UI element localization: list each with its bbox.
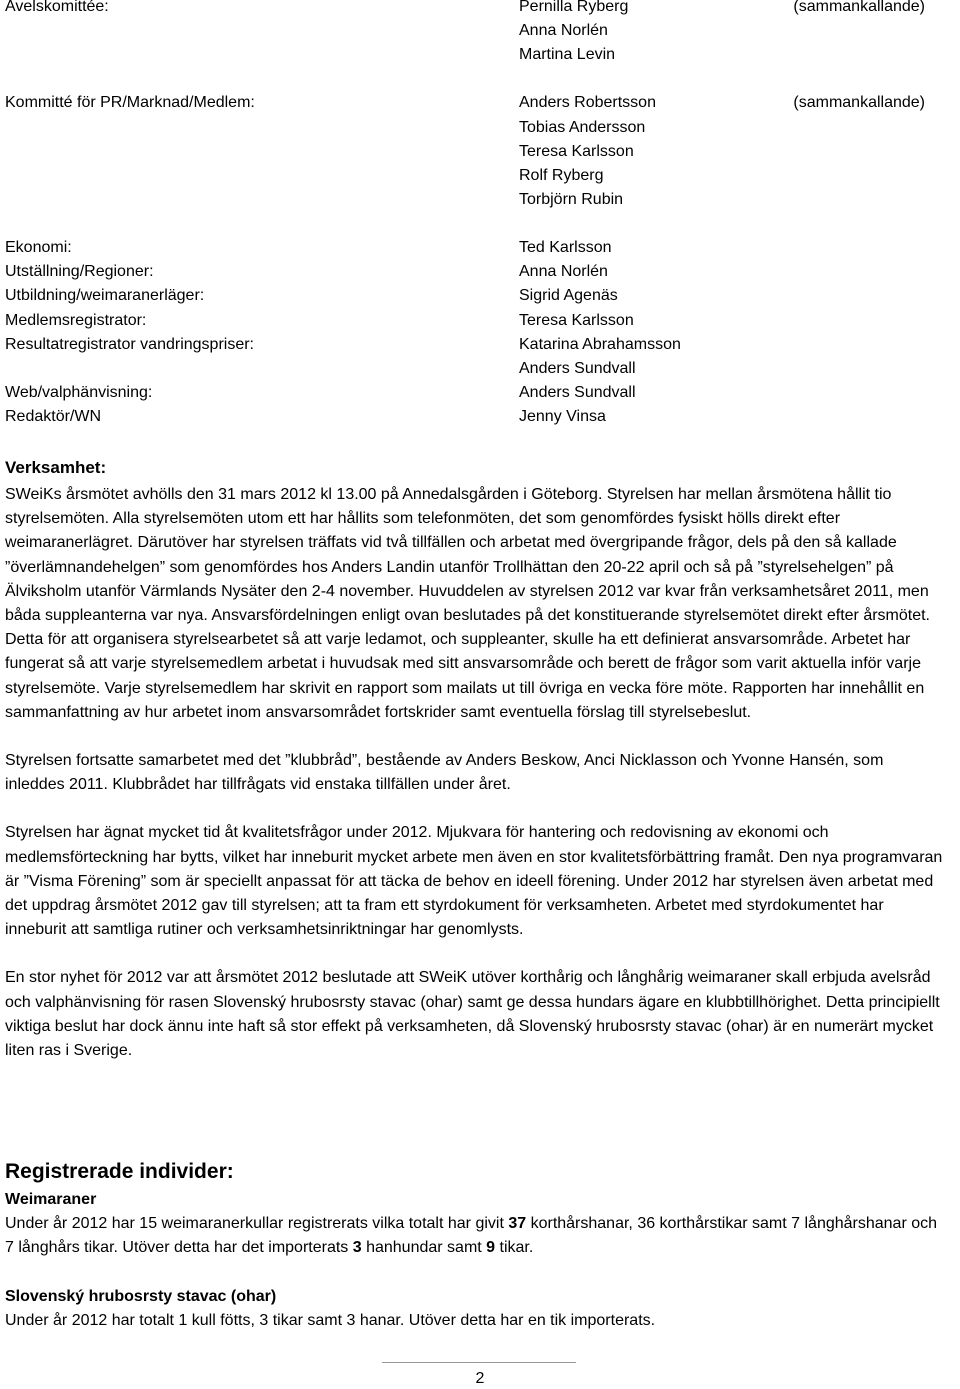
pr-member: Torbjörn Rubin (519, 191, 624, 208)
ohar-subheading: Slovenský hrubosrsty stavac (ohar) (5, 1287, 277, 1305)
avel-convener-note: (sammankallande) (793, 0, 925, 15)
text-run: Under år 2012 har 15 weimaranerkullar registrerats vilka totalt har givit (5, 1215, 509, 1233)
body-paragraph: Styrelsen har ägnat mycket tid åt kvalitetsfrågor under 2012. Mjukvara för hantering och redovisning av ekonomi och medlemsförteckning har bytts, vilket har inneburit mycket arbete men även en stor kvalitetsförbättring framåt. Den nya programvaran är ”Visma Förening” som är speciellt anpassat för att täcka de behov en ideell förening. Under 2012 har styrelsen även arbetat med det uppdrag årsmötet 2012 gav till styrelsen; att ta fram ett styrdokument för verksamheten. Arbetet med styrdokumentet har inneburit att samtliga rutiner och verksamhetsinriktningar har genomlysts. (5, 824, 943, 939)
text-run: korthårshanar, 36 korthårstikar samt 7 långhårshanar och 7 långhårs tikar. Utöver detta har det importerats (5, 1215, 938, 1257)
pr-member: Tobias Andersson (519, 119, 646, 136)
role-label: Web/valphänvisning: (5, 384, 153, 401)
role-person: Anders Sundvall (519, 360, 636, 377)
body-paragraph: Styrelsen fortsatte samarbetet med det ”klubbråd”, bestående av Anders Beskow, Anci Nicklasson och Yvonne Hansén, som inleddes 2011. Klubbrådet har tillfrågats vid enstaka tillfällen under året. (5, 752, 884, 794)
footer-divider (382, 1362, 576, 1363)
role-person: Katarina Abrahamsson (519, 336, 681, 353)
verksamhet-heading: Verksamhet: (5, 458, 107, 477)
pr-committee-label: Kommitté för PR/Marknad/Medlem: (5, 94, 255, 111)
pr-member: Anders Robertsson (519, 94, 656, 111)
verksamhet-section (5, 455, 945, 1063)
role-label: Utbildning/weimaranerläger: (5, 287, 205, 304)
weimaraner-paragraph (5, 1212, 945, 1260)
role-person: Sigrid Agenäs (519, 287, 618, 304)
text-run: hanhundar samt (361, 1239, 487, 1257)
body-paragraph: SWeiKs årsmötet avhölls den 31 mars 2012 kl 13.00 på Annedalsgården i Göteborg. Styrelsen har mellan årsmötena hållit tio styrelsemöten. Alla styrelsemöten utom ett har hållits som telefonmöten, det som genomfördes fysiskt hölls direkt efter weimaranerlägret. Därutöver har styrelsen träffats vid två tillfällen och arbetat med övergripande frågor, dels på den så kallade ”överlämnandehelgen” som genomfördes hos Anders Landin utanför Trollhättan den 20-22 april och så på ”styrelsehelgen” på Älviksholm utanför Värmlands Nysäter den 2-4 november. Huvuddelen av styrelsen 2012 var kvar från verksamhetsåret 2011, men båda suppleanterna var nya. Ansvarsfördelningen enligt ovan beslutades på det konstituerande styrelsemötet direkt efter årsmötet. Detta för att organisera styrelsearbetet så att varje ledamot, och suppleanter, skulle ha ett definierat ansvarsområde. Arbetet har fungerat så att varje styrelsemedlem arbetat i huvudsak med sitt ansvarsområde och berett de frågor som varit aktuella inför varje styrelsemöte. Varje styrelsemedlem har skrivit en rapport som mailats ut till övriga en vecka före möte. Rapporten har innehållit en sammanfattning av hur arbetet inom ansvarsområdet fortskrider samt eventuella förslag till styrelsebeslut. (5, 486, 930, 721)
pr-convener-note: (sammankallande) (793, 94, 925, 111)
role-person: Jenny Vinsa (519, 408, 606, 425)
bold-count: 3 (352, 1239, 362, 1257)
text-run: tikar. (495, 1239, 534, 1257)
role-label: Ekonomi: (5, 239, 72, 256)
bold-count: 37 (508, 1215, 527, 1233)
role-label: Medlemsregistrator: (5, 312, 147, 329)
role-label: Resultatregistrator vandringspriser: (5, 336, 254, 353)
role-label: Utställning/Regioner: (5, 263, 154, 280)
avel-member: Anna Norlén (519, 22, 608, 39)
body-paragraph: En stor nyhet för 2012 var att årsmötet 2012 beslutade att SWeiK utöver korthårig och långhårig weimaraner skall erbjuda avelsråd och valphänvisning för rasen Slovenský hrubosrsty stavac (ohar) samt ge dessa hundars ägare en klubbtillhörighet. Detta principiellt viktiga beslut har dock ännu inte haft så stor effekt på verksamheten, då Slovenský hrubosrsty stavac (ohar) är en numerärt mycket liten ras i Sverige. (5, 969, 940, 1060)
pr-member: Teresa Karlsson (519, 143, 634, 160)
avel-member: Martina Levin (519, 46, 616, 63)
role-person: Teresa Karlsson (519, 312, 634, 329)
avel-member: Pernilla Ryberg (519, 0, 629, 15)
role-person: Anders Sundvall (519, 384, 636, 401)
page-number: 2 (475, 1370, 485, 1387)
ohar-paragraph: Under år 2012 har totalt 1 kull fötts, 3 tikar samt 3 hanar. Utöver detta har en tik importerats. (5, 1311, 656, 1329)
role-person: Anna Norlén (519, 263, 608, 280)
registrerade-section (5, 1158, 945, 1333)
registrerade-heading: Registrerade individer: (5, 1160, 234, 1183)
bold-count: 9 (486, 1239, 496, 1257)
role-label: Redaktör/WN (5, 408, 102, 425)
role-person: Ted Karlsson (519, 239, 612, 256)
avel-committee-label: Avelskomittée: (5, 0, 109, 15)
weimaraner-subheading: Weimaraner (5, 1191, 97, 1208)
pr-member: Rolf Ryberg (519, 167, 604, 184)
